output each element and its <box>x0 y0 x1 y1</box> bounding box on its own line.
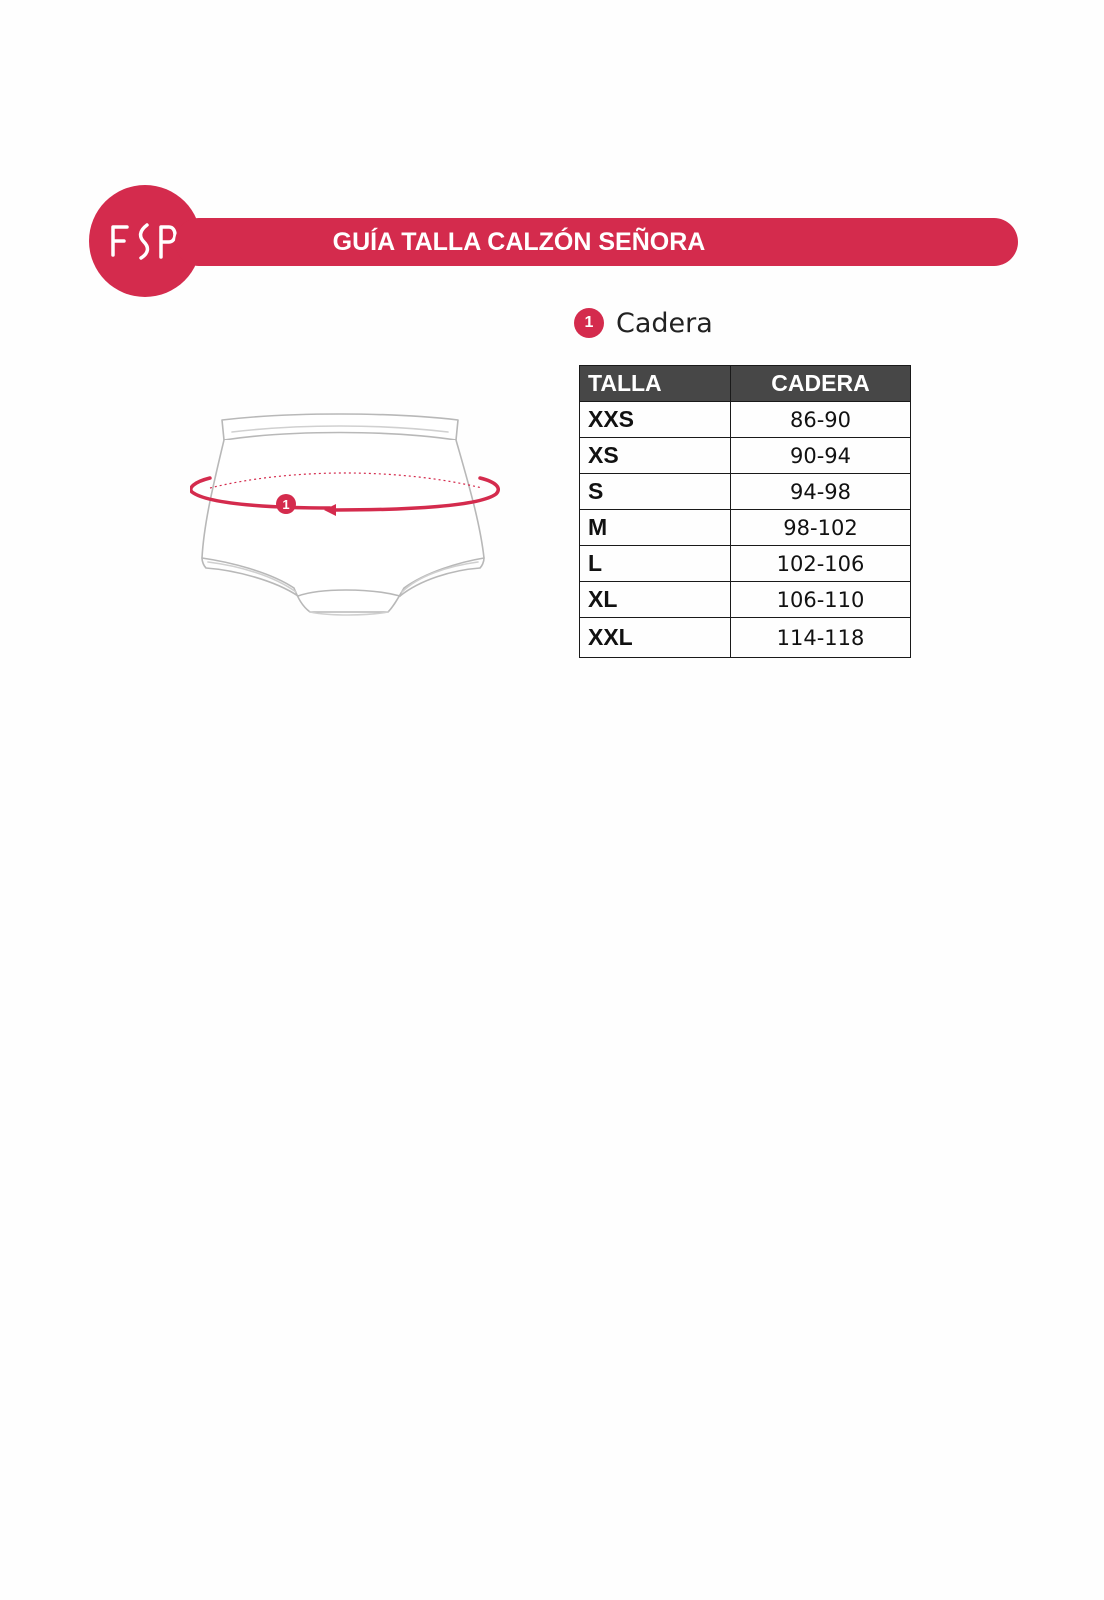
hip-value-cell: 86-90 <box>731 402 911 438</box>
table-row <box>580 438 911 474</box>
page-title: GUÍA TALLA CALZÓN SEÑORA <box>332 228 706 256</box>
size-cell: L <box>580 546 731 582</box>
legend-label: Cadera <box>616 307 713 339</box>
column-header-cadera: CADERA <box>731 366 911 402</box>
hip-value-cell: 106-110 <box>731 582 911 618</box>
size-cell: XL <box>580 582 731 618</box>
header-banner <box>175 218 1018 266</box>
size-table <box>579 365 911 658</box>
table-row <box>580 618 911 658</box>
hip-value-cell: 94-98 <box>731 474 911 510</box>
column-header-talla: TALLA <box>580 366 731 402</box>
diagram-marker <box>276 494 296 514</box>
svg-text:1: 1 <box>282 497 290 512</box>
table-row <box>580 474 911 510</box>
size-cell: M <box>580 510 731 546</box>
table-row <box>580 546 911 582</box>
table-row <box>580 582 911 618</box>
hip-value-cell: 98-102 <box>731 510 911 546</box>
size-cell: XXL <box>580 618 731 658</box>
size-cell: XXS <box>580 402 731 438</box>
hip-value-cell: 114-118 <box>731 618 911 658</box>
size-cell: S <box>580 474 731 510</box>
garment-diagram <box>190 412 502 632</box>
legend <box>574 303 713 343</box>
size-cell: XS <box>580 438 731 474</box>
table-header-row <box>580 366 911 402</box>
table-row <box>580 402 911 438</box>
hip-value-cell: 90-94 <box>731 438 911 474</box>
legend-marker-badge: 1 <box>574 308 604 338</box>
table-row <box>580 510 911 546</box>
hip-value-cell: 102-106 <box>731 546 911 582</box>
